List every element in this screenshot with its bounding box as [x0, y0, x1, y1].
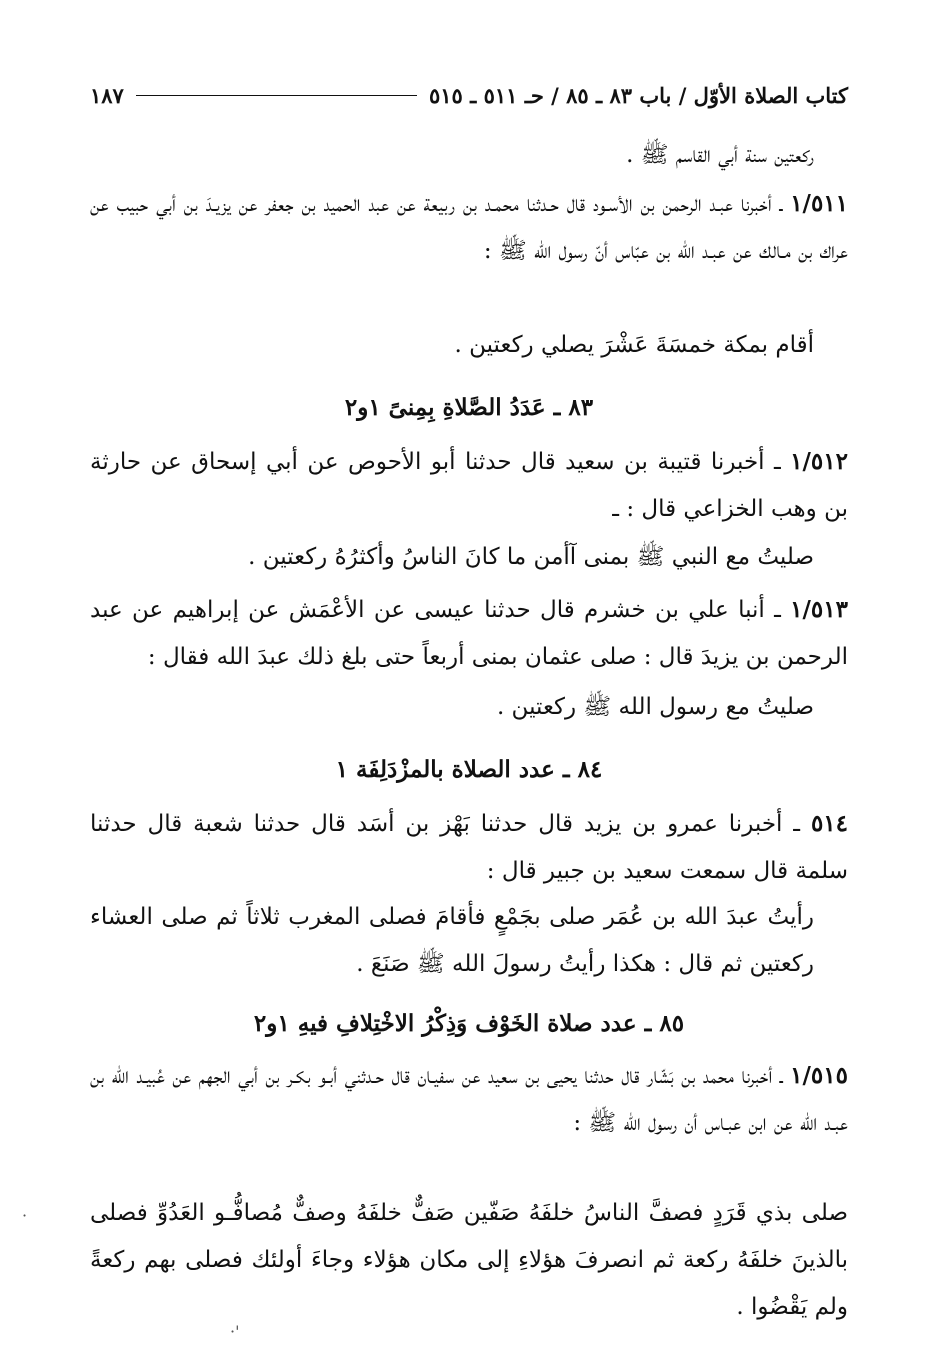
- page-number: ١٨٧: [90, 82, 124, 108]
- chapter-heading-84: [90, 746, 848, 793]
- hadith-number: ١/٥١١: [790, 190, 849, 217]
- hadith-text: أقام بمكة خمسَةَ عَشْرَ يصلي ركعتين .: [454, 332, 814, 358]
- hadith-514: [90, 800, 848, 895]
- hadith-chain: ـ أخبرنا عمرو بن يزيد قال حدثنا بَهْز بن أسَد قال حدثنا شعبة قال حدثنا سلمة قال سمعت سعيد بن جبير قال :: [90, 811, 848, 884]
- hadith-chain: ـ أخبرنا عبـد الرحمن بن الأسـود قال حـدثنا محمـد بن ربيعة عن عبد الحميد بن جعفر عن يزيـدَ بن أبي حبيب عن عراك بن مـالك عن عبـد الله بن عبّاس أنّ رسول الله ﷺ :: [90, 191, 848, 264]
- chapter-heading-83: [90, 384, 848, 431]
- hadith-text: صلى بذي قَرَدٍ فصفَّ الناسُ خلفَهُ صَفّين صَفٌّ خلفَهُ وصفٌّ مُصافُّـو العَدُوِّ فصلى بالذينَ خلفَهُ ركعة ثم انصرفَ هؤلاءِ إلى مكان هؤلاء وجاءَ أولئك فصلى بهم ركعةً ولم يَقْضُوا .: [90, 1200, 848, 1320]
- hadith-515-matn: [90, 1190, 848, 1331]
- hadith-512-matn: [90, 534, 848, 581]
- paragraph-text: ركعتين سنة أبي القاسم ﷺ .: [626, 142, 814, 168]
- hadith-514-matn: [90, 894, 848, 988]
- hadith-chain: ـ أخبرنا قتيبة بن سعيد قال حدثنا أبو الأحوص عن أبي إسحاق عن حارثة بن وهب الخزاعي قال : ـ: [90, 449, 848, 522]
- hadith-512: [90, 438, 848, 533]
- running-header: [90, 78, 848, 112]
- hadith-text: صليتُ مع النبي ﷺ بمنى آأمن ما كانَ الناسُ وأكثرُهُ ركعتين .: [248, 544, 814, 570]
- header-rule: [136, 95, 417, 96]
- hadith-chain: ـ أنبا علي بن خشرم قال حدثنا عيسى عن الأعْمَش عن إبراهيم عن عبد الرحمن بن يزيدَ قال : صلى عثمان بمنى أربعاً حتى بلغ ذلك عبدَ الله فقال :: [90, 597, 848, 670]
- hadith-513: [90, 586, 848, 681]
- hadith-chain: ـ أخبرنا محمد بن بَشّار قال حدثنا يحيى بن سعيد عن سفيـان قال حـدثني أبـو بكـر بن أبي الجهم عن عُبيـد الله بن عبـد الله عن ابن عبـاس أن رسول الله ﷺ :: [90, 1063, 848, 1136]
- header-title: كتاب الصلاة الأوّل / باب ٨٣ ـ ٨٥ / حـ ٥١١ ـ ٥١٥: [428, 82, 848, 108]
- hadith-515: [90, 1052, 848, 1147]
- hadith-number: ١/٥١٥: [790, 1062, 848, 1089]
- ink-speck: ·': [230, 1322, 240, 1341]
- heading-text: ٨٤ ـ عدد الصلاة بالمزْدَلِفَة ١: [335, 756, 603, 783]
- hadith-number: ٥١٤: [810, 810, 849, 837]
- hadith-text: صليتُ مع رسول الله ﷺ ركعتين .: [496, 694, 814, 720]
- hadith-text: رأيتُ عبدَ الله بن عُمَر صلى بجَمْعٍ فأقامَ فصلى المغرب ثلاثاً ثم صلى العشاء ركعتين ثم قال : هكذا رأيتُ رسولَ الله ﷺ صَنَعَ .: [90, 904, 814, 977]
- hadith-number: ١/٥١٣: [790, 596, 848, 623]
- hadith-number: ١/٥١٢: [790, 448, 848, 475]
- margin-dot: ·: [22, 1206, 28, 1225]
- hadith-511: [90, 180, 848, 275]
- hadith-511-matn: [90, 322, 848, 369]
- paragraph-continuation: [90, 132, 848, 179]
- heading-text: ٨٥ ـ عدد صلاة الخَوْف وَذِكْرُ الاخْتِلافِ فيهِ ١و٢: [253, 1010, 685, 1037]
- hadith-513-matn: [90, 684, 848, 731]
- chapter-heading-85: [90, 1000, 848, 1047]
- heading-text: ٨٣ ـ عَدَدُ الصَّلاةِ بِمِنىً ١و٢: [344, 394, 594, 421]
